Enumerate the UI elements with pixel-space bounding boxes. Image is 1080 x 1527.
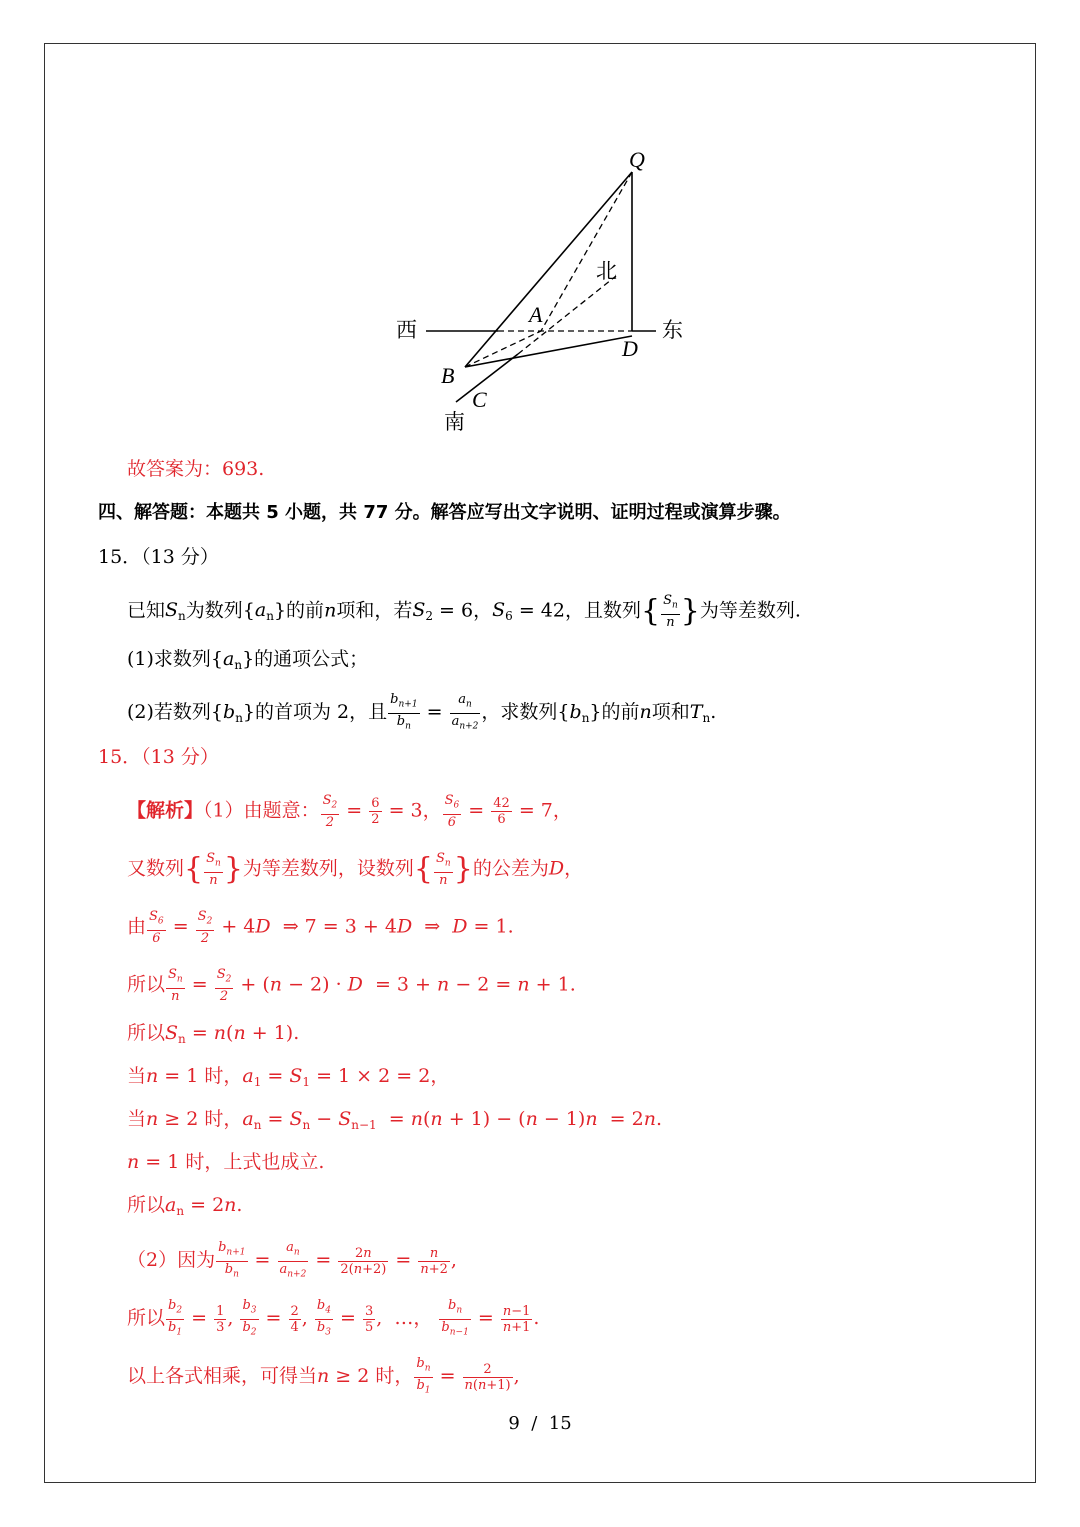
text: ，求数列 bbox=[481, 701, 558, 724]
solution-line-10: （2）因为 $\frac{b_{n+1}}{b_n}$ = $\frac{a_n}{a_{n+2}}$ = $\frac{2n}{2(n+2)}$ = $\frac{n}{n+2}$ , bbox=[127, 1240, 457, 1282]
solution-line-12: 以上各式相乘，可得当n ≥ 2 时， $\frac{b_n}{b_1}$ = $\frac{2}{n(n+1)}$ , bbox=[127, 1356, 520, 1398]
solution-heading: 15．（13 分） bbox=[98, 746, 219, 768]
math: $\frac{b_2}{b_1}$ bbox=[166, 1298, 184, 1340]
text: （1）由题意： bbox=[203, 799, 320, 822]
problem-given: 已知$S_n$为数列$\{a_n\}$的前n项和，若$S_2 = 6$，$S_6 = 42$，且数列{ $\frac{S_n}{n}$ }为等差数列. bbox=[127, 593, 801, 630]
text: 为等差数列，设数列 bbox=[242, 857, 414, 880]
math: } bbox=[223, 851, 243, 887]
math: $\frac{S_2}{2}$ bbox=[216, 967, 232, 1004]
text: 为数列 bbox=[185, 599, 243, 622]
math: $\frac{a_n}{a_{n+2}}$ bbox=[278, 1240, 309, 1282]
dash-BA bbox=[465, 331, 541, 367]
math: $\frac{n}{n+2}$ bbox=[420, 1245, 448, 1277]
text: 的前 bbox=[601, 701, 640, 724]
text: ， bbox=[430, 1065, 450, 1087]
math: $a_n$ bbox=[223, 648, 243, 672]
math: D bbox=[548, 857, 565, 880]
math: $S_6$ bbox=[492, 599, 513, 624]
math: { bbox=[184, 851, 204, 887]
analysis-tag: 【解析】 bbox=[127, 799, 204, 822]
math: $\frac{3}{5}$ bbox=[364, 1303, 374, 1335]
problem-part2: (2)若数列$\{b_n\}$的首项为 2，且 $\frac{b_{n+1}}{b_n}$ = $\frac{a_n}{a_{n+2}}$ ，求数列$\{b_n\}$的前n项和$T_n$. bbox=[127, 692, 716, 734]
text: (2)若数列 bbox=[127, 701, 211, 724]
text: 当 bbox=[127, 1065, 147, 1087]
math: $\frac{n-1}{n+1}$ bbox=[502, 1303, 531, 1335]
text: 的公差为 bbox=[472, 857, 549, 880]
text: 以上各式相乘，可得当 bbox=[127, 1365, 318, 1388]
math: $b_n$ bbox=[223, 701, 243, 726]
label-D: D bbox=[622, 336, 638, 361]
math: $b_n$ bbox=[569, 701, 590, 726]
math: $S_n = n$ bbox=[165, 1022, 227, 1046]
math: $\frac{b_n}{b_{n-1}}$ bbox=[439, 1298, 470, 1340]
label-C: C bbox=[472, 387, 487, 412]
solution-line-8: n = 1 时，上式也成立. bbox=[127, 1151, 325, 1173]
math: $\frac{S_n}{n}$ bbox=[206, 851, 221, 888]
south-line bbox=[456, 354, 518, 402]
math: { bbox=[413, 851, 434, 887]
text: 时， bbox=[198, 1108, 243, 1130]
math: $\frac{42}{6}$ bbox=[493, 795, 510, 827]
math: $S_n$ bbox=[165, 599, 186, 624]
math: $\frac{b_4}{b_3}$ bbox=[315, 1298, 333, 1340]
text: （2）因为 bbox=[127, 1249, 216, 1272]
dash-QA bbox=[541, 172, 632, 331]
math: $T_n$ bbox=[689, 701, 711, 726]
text: 的通项公式； bbox=[254, 648, 369, 670]
text: 所以 bbox=[127, 1194, 166, 1216]
math: $\frac{S_6}{6}$ bbox=[149, 909, 164, 946]
math: $a_n$ bbox=[254, 599, 274, 624]
text: 的前 bbox=[286, 599, 325, 622]
solution-line-4: 所以 $\frac{S_n}{n}$ = $\frac{S_2}{2}$ + (n − 2) · D = 3 + n − 2 = n + 1. bbox=[127, 967, 576, 1004]
text: 项和 bbox=[651, 701, 690, 724]
text: ， bbox=[552, 799, 572, 822]
math: $\frac{S_n}{n}$ bbox=[663, 593, 678, 630]
text: (1)求数列 bbox=[127, 648, 211, 670]
math: $\frac{S_n}{n}$ bbox=[436, 851, 451, 888]
text: 时， bbox=[369, 1365, 414, 1388]
solution-line-1: 【解析】（1）由题意： $\frac{S_2}{2}$ = $\frac{6}{2}$ = 3， $\frac{S_6}{6}$ = $\frac{42}{6}$ = 7， bbox=[127, 793, 572, 830]
text: 已知 bbox=[127, 599, 166, 622]
page-number bbox=[0, 1413, 1080, 1434]
label-A: A bbox=[529, 302, 543, 327]
math: $\frac{6}{2}$ bbox=[371, 795, 380, 827]
math: $\frac{S_2}{2}$ bbox=[322, 793, 338, 830]
solution-line-2: 又数列{ $\frac{S_n}{n}$ }为等差数列，设数列{ $\frac{S_n}{n}$ }的公差为D， bbox=[127, 851, 584, 888]
edge-BD bbox=[465, 336, 632, 367]
math: $\frac{S_n}{n}$ bbox=[168, 967, 183, 1004]
text: 当 bbox=[127, 1108, 147, 1130]
page-current: 9 bbox=[508, 1413, 520, 1434]
label-south: 南 bbox=[444, 410, 465, 434]
text: ，且数列 bbox=[564, 599, 641, 622]
text: 项和，若 bbox=[336, 599, 413, 622]
label-east: 东 bbox=[662, 318, 683, 342]
math: n bbox=[324, 599, 337, 622]
math: $\frac{b_{n+1}}{b_n}$ bbox=[216, 1240, 247, 1282]
text: 时，上式也成立. bbox=[179, 1151, 325, 1173]
section-header: 四、解答题：本题共 5 小题，共 77 分。解答应写出文字说明、证明过程或演算步骤。 bbox=[98, 502, 791, 523]
previous-answer: 故答案为：693. bbox=[127, 458, 265, 480]
text: 所以 bbox=[127, 1022, 166, 1044]
label-B: B bbox=[441, 363, 455, 388]
math: $\frac{2}{4}$ bbox=[290, 1303, 299, 1335]
text: 又数列 bbox=[127, 857, 185, 880]
math: { bbox=[640, 593, 661, 629]
text: 由 bbox=[127, 915, 147, 938]
math: $\frac{b_{n+1}}{b_n}$ bbox=[388, 692, 419, 734]
math: $\frac{1}{3}$ bbox=[216, 1303, 225, 1335]
label-north: 北 bbox=[596, 259, 617, 283]
label-Q: Q bbox=[629, 147, 645, 172]
problem-heading: 15．（13 分） bbox=[98, 546, 219, 568]
math: $\frac{a_n}{a_{n+2}}$ bbox=[450, 692, 481, 734]
math: $\frac{b_n}{b_1}$ bbox=[414, 1356, 432, 1398]
label-west: 西 bbox=[396, 318, 417, 342]
text: 所以 bbox=[127, 973, 166, 996]
math: $\frac{S_2}{2}$ bbox=[197, 909, 213, 946]
text: 的首项为 2，且 bbox=[255, 701, 388, 724]
geometry-figure bbox=[380, 140, 700, 440]
math: $S_2$ bbox=[412, 599, 433, 624]
problem-part1: (1)求数列$\{a_n\}$的通项公式； bbox=[127, 648, 369, 672]
solution-line-11: 所以 $\frac{b_2}{b_1}$ = $\frac{1}{3}$ , $\frac{b_3}{b_2}$ = $\frac{2}{4}$ , $\frac{b_4}{b_3}$ = $\frac{3}{5}$ , …， $\frac{b_n}{b_{n-1}}$ = $\frac{n-1}{n+1}$ . bbox=[127, 1298, 539, 1340]
solution-line-3: 由 $\frac{S_6}{6}$ = $\frac{S_2}{2}$ + 4D ⇒ 7 = 3 + 4D ⇒ D = 1. bbox=[127, 909, 514, 946]
text: ， bbox=[473, 599, 493, 622]
math: } bbox=[680, 593, 700, 629]
math: $\frac{2}{n(n+1)}$ bbox=[464, 1361, 511, 1393]
text: 时， bbox=[198, 1065, 243, 1087]
solution-line-7: 当n ≥ 2 时，$a_n = S_n - S_{n-1} = n(n + 1) - (n - 1)n = 2n$. bbox=[127, 1108, 663, 1132]
math: $\frac{2n}{2(n+2)}$ bbox=[340, 1245, 387, 1277]
solution-line-9: 所以$a_n = 2n$. bbox=[127, 1194, 243, 1218]
math: $\frac{S_6}{6}$ bbox=[444, 793, 460, 830]
text: 为等差数列. bbox=[699, 599, 801, 622]
math: } bbox=[453, 851, 473, 887]
math: $\frac{b_3}{b_2}$ bbox=[240, 1298, 258, 1340]
solution-line-6: 当n = 1 时，$a_1 = S_1 = 1 \times 2 = 2$， bbox=[127, 1065, 450, 1089]
solution-line-5: 所以$S_n = n(n + 1)$. bbox=[127, 1022, 300, 1046]
text: 所以 bbox=[127, 1307, 166, 1330]
page-separator: / bbox=[531, 1413, 538, 1434]
math: n bbox=[639, 701, 652, 724]
page-total: 15 bbox=[548, 1413, 572, 1434]
